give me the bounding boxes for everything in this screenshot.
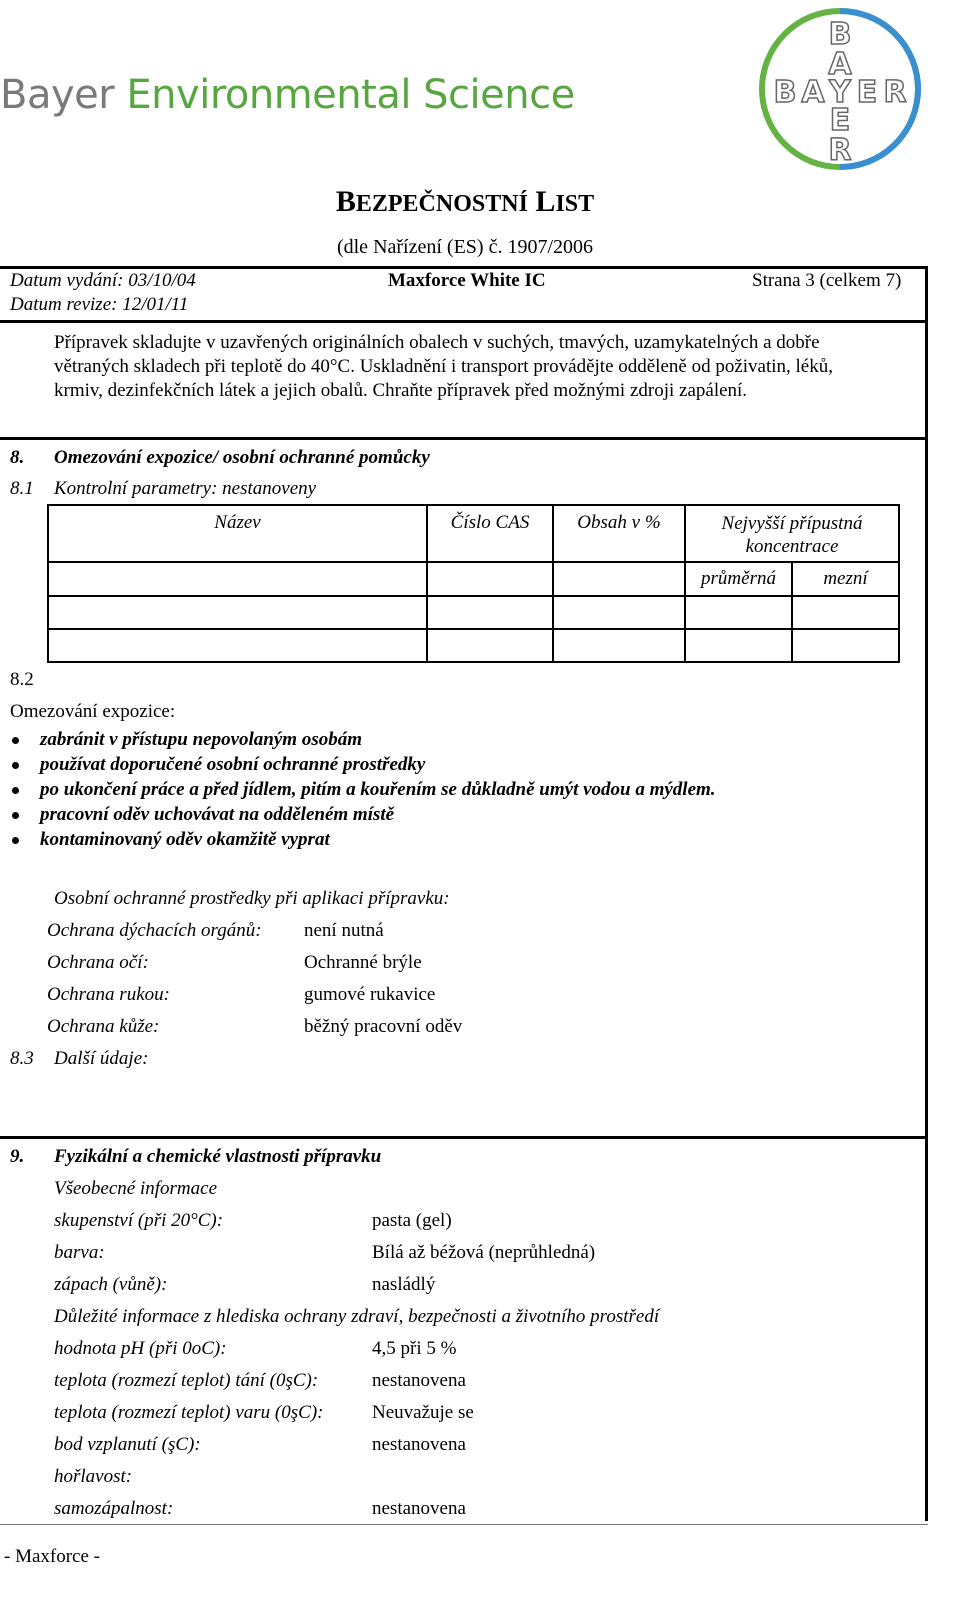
property-value: 4,5 při 5 % (372, 1338, 457, 1359)
list-item: kontaminovaný oděv okamžitě vyprat (10, 829, 716, 854)
table-header-content: Obsah v % (553, 505, 685, 562)
section-8-1-number: 8.1 (10, 478, 34, 499)
brand-name (0, 72, 575, 118)
svg-text:R: R (883, 75, 907, 110)
svg-text:E: E (829, 103, 851, 138)
storage-line-2: větraných skladech při teplotě do 40°C. Uskladnění i transport provádějte odděleně od poživatin, léků, (54, 356, 833, 377)
svg-text:A: A (828, 47, 852, 82)
table-header-average: průměrná (685, 562, 792, 596)
property-value: pasta (gel) (372, 1210, 452, 1231)
list-item: po ukončení práce a před jídlem, pitím a kouřením se důkladně umýt vodou a mýdlem. (10, 779, 716, 804)
table-row (48, 629, 899, 662)
table-cell (48, 562, 427, 596)
svg-text:E: E (856, 75, 878, 110)
section-8-3-number: 8.3 (10, 1048, 34, 1069)
svg-text:Y: Y (829, 75, 851, 110)
document-title: BEZPEČNOSTNÍ LIST (335, 185, 595, 218)
table-row (48, 596, 899, 629)
property-value: nestanovena (372, 1370, 466, 1391)
table-cell (553, 562, 685, 596)
ppe-label: Ochrana dýchacích orgánů: (47, 920, 262, 941)
exposure-limits-table (47, 504, 900, 663)
ppe-heading: Osobní ochranné prostředky při aplikaci přípravku: (54, 888, 450, 909)
property-value: nasládlý (372, 1274, 436, 1295)
section-8-2-number: 8.2 (10, 669, 34, 690)
list-item: zabránit v přístupu nepovolaným osobám (10, 729, 716, 754)
property-value: Neuvažuje se (372, 1402, 474, 1423)
ppe-value: Ochranné brýle (304, 952, 422, 973)
general-info-heading: Všeobecné informace (54, 1178, 218, 1199)
property-label: teplota (rozmezí teplot) varu (0şC): (54, 1402, 324, 1423)
svg-text:B: B (773, 75, 797, 110)
page-number: Strana 3 (celkem 7) (752, 270, 902, 291)
section-8-2-title: Omezování expozice: (10, 701, 176, 722)
section-8-title: Omezování expozice/ osobní ochranné pomůcky (54, 447, 430, 468)
brand-name-part1: Bayer (0, 72, 115, 118)
property-label: zápach (vůně): (54, 1274, 168, 1295)
document-subtitle: (dle Nařízení (ES) č. 1907/2006 (336, 236, 594, 258)
property-label: barva: (54, 1242, 105, 1263)
property-label: samozápalnost: (54, 1498, 174, 1519)
ppe-value: gumové rukavice (304, 984, 436, 1005)
property-value: nestanovena (372, 1434, 466, 1455)
table-header-max: mezní (792, 562, 899, 596)
table-header-cas: Číslo CAS (427, 505, 553, 562)
table-header-name: Název (48, 505, 427, 562)
ppe-value: běžný pracovní oděv (304, 1016, 463, 1037)
svg-text:B: B (828, 17, 852, 52)
ppe-label: Ochrana očí: (47, 952, 149, 973)
property-label: bod vzplanutí (şC): (54, 1434, 201, 1455)
section-8-3-text: Další údaje: (54, 1048, 149, 1069)
section-9-title: Fyzikální a chemické vlastnosti přípravku (54, 1146, 382, 1167)
bayer-logo (755, 4, 925, 174)
storage-line-1: Přípravek skladujte v uzavřených originálních obalech v suchých, tmavých, uzamykatelných a dobře (54, 332, 820, 353)
page-footer: - Maxforce - (4, 1546, 101, 1567)
property-value: Bílá až béžová (neprůhledná) (372, 1242, 596, 1263)
storage-line-3: krmiv, dezinfekčních látek a jejich obalů. Chraňte přípravek před možnými zdroji zapálení. (54, 380, 748, 401)
section-8-number: 8. (10, 447, 25, 468)
property-label: teplota (rozmezí teplot) tání (0şC): (54, 1370, 319, 1391)
property-value: nestanovena (372, 1498, 466, 1519)
exposure-bullets (10, 729, 716, 854)
table-header-limit: Nejvyšší přípustná koncentrace (685, 505, 899, 562)
ppe-value: není nutná (304, 920, 384, 941)
svg-text:R: R (828, 133, 852, 168)
list-item: pracovní oděv uchovávat na odděleném místě (10, 804, 716, 829)
important-info-heading: Důležité informace z hlediska ochrany zdraví, bezpečnosti a životního prostředí (54, 1306, 660, 1327)
table-cell (427, 562, 553, 596)
property-label: hořlavost: (54, 1466, 133, 1487)
property-label: hodnota pH (při 0oC): (54, 1338, 227, 1359)
ppe-label: Ochrana rukou: (47, 984, 170, 1005)
ppe-label: Ochrana kůže: (47, 1016, 160, 1037)
section-9-number: 9. (10, 1146, 25, 1167)
product-name: Maxforce White IC (388, 270, 546, 291)
section-8-1-text: Kontrolní parametry: nestanoveny (54, 478, 317, 499)
list-item: používat doporučené osobní ochranné prostředky (10, 754, 716, 779)
property-label: skupenství (při 20°C): (54, 1210, 224, 1231)
issue-date: Datum vydání: 03/10/04 (10, 270, 196, 291)
svg-text:A: A (801, 75, 825, 110)
revision-date: Datum revize: 12/01/11 (10, 294, 189, 315)
brand-name-part2: Environmental Science (126, 72, 575, 118)
